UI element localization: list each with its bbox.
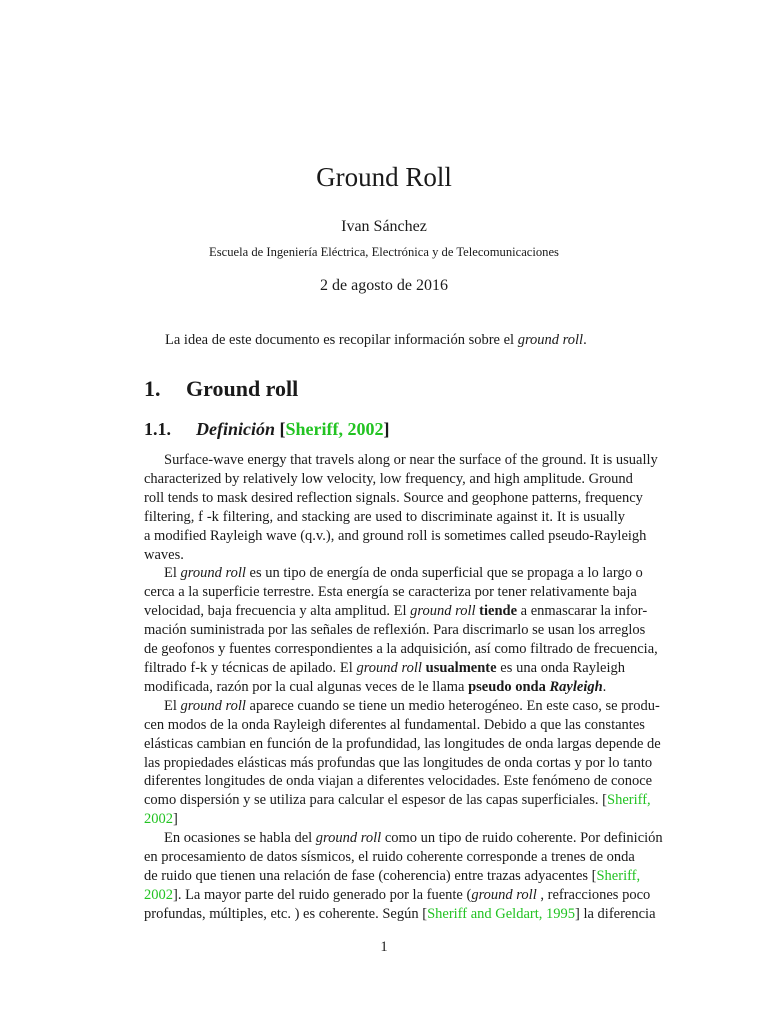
document-date: 2 de agosto de 2016: [320, 277, 448, 294]
citation-link[interactable]: 2002: [144, 886, 173, 903]
intro-paragraph: La idea de este documento es recopilar información sobre el ground roll.: [165, 332, 587, 348]
subsection-title: Definición: [196, 419, 275, 439]
document-body: [144, 451, 663, 924]
section-heading: [144, 376, 298, 402]
citation-link[interactable]: Sheriff,: [596, 867, 641, 884]
paragraph-coherent-noise: En ocasiones se habla del ground roll como un tipo de ruido coherente. Por definición en procesamiento de datos sísmicos, el ruido coherente corresponde a trenes de onda de ruido que tienen una relación de fase (coherencia) entre trazas adyacentes [Sheriff, 2002]. La mayor parte del ruido generado por la fuente (ground roll , refracciones poco profundas, múltiples, etc. ) es coherente. Según [Sheriff and Geldart, 1995] la diferencia: [144, 830, 663, 922]
section-number: 1.: [144, 376, 161, 401]
citation-link[interactable]: Sheriff and Geldart, 1995: [427, 905, 575, 922]
document-title: Ground Roll: [316, 162, 452, 192]
subsection-heading: 1.1. Definición [Sheriff, 2002]: [144, 419, 390, 439]
author-affiliation: Escuela de Ingeniería Eléctrica, Electrónica y de Telecomunicaciones: [209, 245, 559, 259]
citation-link[interactable]: Sheriff, 2002: [285, 419, 384, 439]
paragraph-english-definition: Surface-wave energy that travels along or near the surface of the ground. It is usually characterized by relatively low velocity, low frequency, and high amplitude. Ground roll tends to mask desired reflection signals. Source and geophone patterns, frequency filtering, f -k filtering, and stacking are used to discriminate against it. It is usually a modified Rayleigh wave (q.v.), and ground roll is sometimes called pseudo-Rayleigh waves.: [144, 452, 658, 563]
subsection-number: 1.1.: [144, 419, 171, 439]
page-number: 1: [380, 939, 388, 955]
paragraph-dispersion: El ground roll aparece cuando se tiene un medio heterogéneo. En este caso, se produ- cen modos de la onda Rayleigh diferentes al fundamental. Debido a que las constantes elásticas cambian en función de la profundidad, las longitudes de onda largas depende de las propiedades elásticas más profundas que las longitudes de onda cortas y por lo tanto diferentes longitudes de onda viajan a diferentes velocidades. Este fenómeno de conoce como dispersión y se utiliza para calcular el espesor de las capas superficiales. [Sheriff, 2002]: [144, 697, 661, 828]
citation-link[interactable]: Sheriff,: [607, 792, 651, 809]
citation-link[interactable]: 2002: [144, 811, 173, 828]
author-name: Ivan Sánchez: [341, 218, 427, 235]
section-title: Ground roll: [186, 376, 299, 401]
paragraph-spanish-definition: El ground roll es un tipo de energía de onda superficial que se propaga a lo largo o cerca a la superficie terrestre. Esta energía se caracteriza por tener relativamente baja velocidad, baja frecuencia y alta amplitud. El ground roll tiende a enmascarar la infor- mación suministrada por las señales de reflexión. Para discrimarlo se usan los arreglos de geofonos y fuentes correspondientes a la adquisición, así como filtrado de frecuencia, filtrado f-k y técnicas de apilado. El ground roll usualmente es una onda Rayleigh modificada, razón por la cual algunas veces de le llama pseudo onda Rayleigh.: [144, 565, 658, 695]
